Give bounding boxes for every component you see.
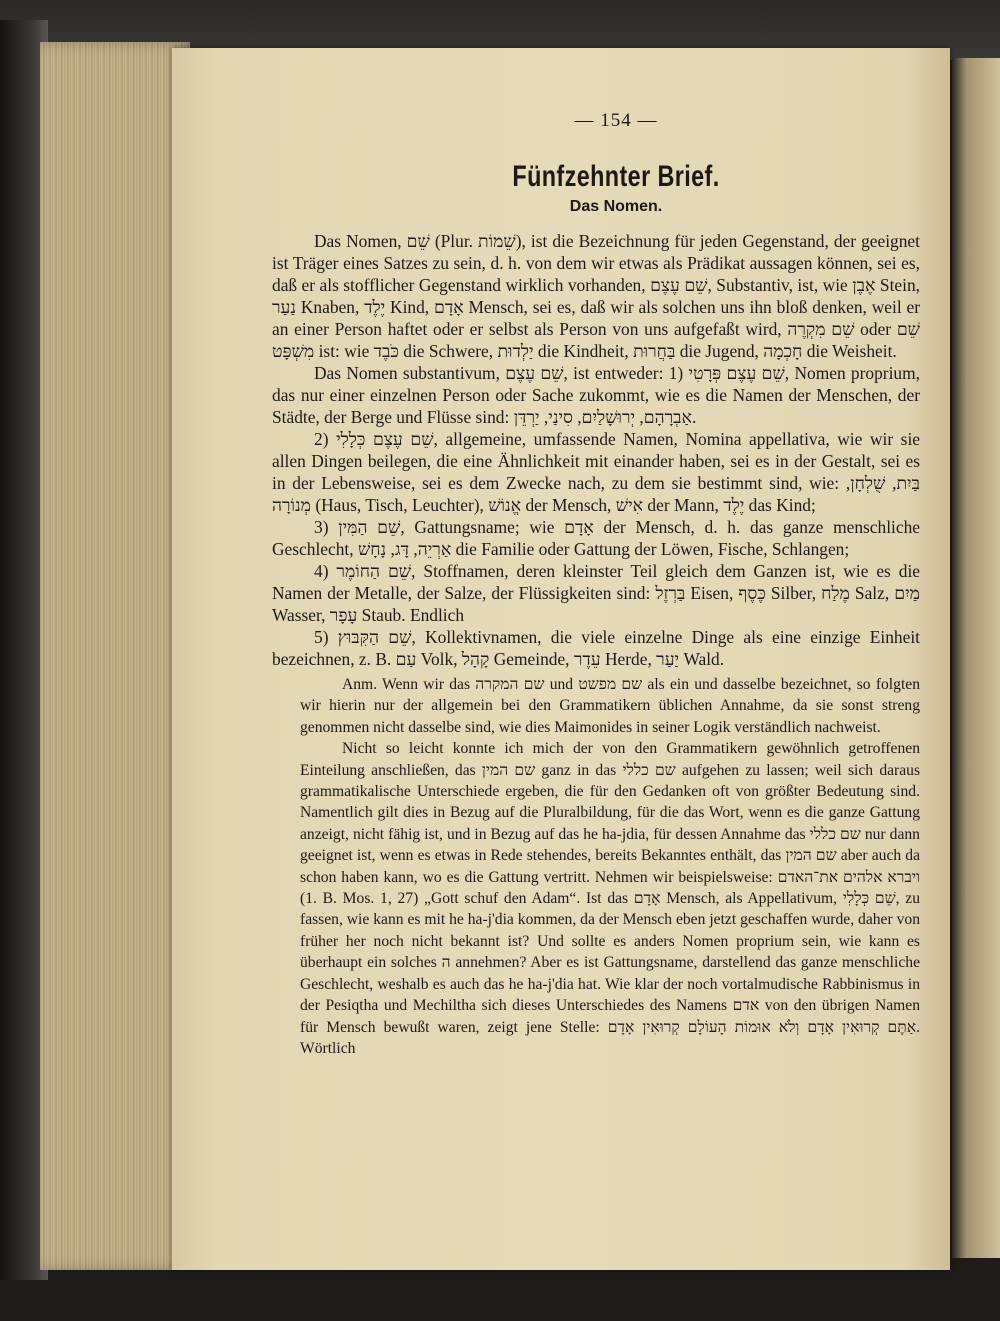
body-paragraph: 4) שֵׁם הַחוֹמֶר, Stoffnamen, deren kleinster Teil gleich dem Ganzen ist, wie es die Namen der Metalle, der Salze, der Flüssigkeiten sind: בַּרְזֶל Eisen, כֶּסֶף Silber, מֶלַח Salz, מַיִם Wasser, עָפָר Staub. Endlich [272, 561, 921, 625]
note-paragraph: Anm. Wenn wir das שם המקרה und שם מפשט als ein und dasselbe bezeichnet, so folgten wir hierin nur der allgemein bei den Grammatikern üblichen Annahme, da sie sonst streng genommen nicht dasselbe sind, wie dies Maimonides in seiner Logik verständlich nachweist. [300, 676, 920, 736]
section-title: Das Nomen. [569, 198, 663, 215]
page-number: — 154 — [574, 110, 658, 131]
facing-page-edge [952, 58, 1000, 1258]
letter-title: Fünfzehnter Brief. [512, 160, 720, 193]
body-paragraph: Das Nomen, שֵׁם (Plur. שֵׁמוֹת), ist die Bezeichnung für jeden Gegenstand, der geeignet ist Träger eines Satzes zu sein, d. h. von dem wir etwas als Prädikat aussagen können, sei es, daß er als stofflicher Gegenstand wirklich vorhanden, שֵׁם עֶצֶם, Substantiv, ist, wie אֶבֶן Stein, נַעַר Knaben, יֶלֶד Kind, אָדָם Mensch, sei es, daß wir als solchen uns ihn bloß denken, weil er an einer Person haftet oder er selbst als Person von uns aufgefaßt wird, שֵׁם מִקְרֶה oder שֵׁם מִשְׁפָּט ist: wie כֹּבֶד die Schwere, יַלְדוּת die Kindheit, בַּחֲרוּת die Jugend, חָכְמָה die Weisheit. [272, 231, 921, 361]
page-content [272, 110, 920, 1059]
body-paragraph: 5) שֵׁם הַקִּבּוּץ, Kollektivnamen, die viele einzelne Dinge als eine einzige Einheit bezeichnen, z. B. עַם Volk, קָהָל Gemeinde, עֵדֶר Herde, יַעַר Wald. [272, 627, 921, 669]
body-text [272, 230, 920, 670]
note-paragraph: Nicht so leicht konnte ich mich der von den Grammatikern gewöhnlich getroffenen Einteilung anschließen, das שם המין ganz in das שם כללי aufgehen zu lassen; weil sich daraus grammatikalische Unterschiede ergeben, die für den Gedanken oft von größter Bedeutung sind. Namentlich gilt dies in Bezug auf die Pluralbildung, für die das Wort, wenn es die ganze Gattung anzeigt, nicht fähig ist, und in Bezug auf das he ha-jdia, für dessen Annahme das שם כללי nur dann geeignet ist, wenn es etwas in Rede stehendes, bereits Bekanntes enthält, das שם המין aber auch da schon haben kann, wo es die Gattung vertritt. Nehmen wir beispielsweise: ויברא אלהים את־האדם (1. B. Mos. 1, 27) „Gott schuf den Adam“. Ist das אָדָם Mensch, als Appellativum, שֵׁם כְּלָלִי, zu fassen, wie kann es mit he ha-j'dia kommen, da der Mensch eben jetzt geschaffen wurde, daher von früher her noch nicht bekannt ist? Und sollte es anders Nomen proprium sein, wie kann es überhaupt ein solches ה annehmen? Aber es ist Gattungsname, darstellend das ganze menschliche Geschlecht, weshalb es auch das he ha-j'dia hat. Wie klar der noch vortalmudische Rabbinismus in der Pesiqtha und Mechiltha sich dieses Unterschiedes des Namens אדם von den übrigen Namen für Mensch bewußt waren, zeigt jene Stelle: אַתֶּם קְרוּאִין אָדָם וְלֹא אוּמוֹת הָעוֹלָם קְרוּאִין אָדָם. Wörtlich [300, 740, 921, 1057]
annotation-note [300, 674, 920, 1059]
body-paragraph: Das Nomen substantivum, שֵׁם עֶצֶם, ist entweder: 1) שֵׁם עֶצֶם פְּרָטִי, Nomen proprium, das nur einer einzelnen Person oder Sache zukommt, wie es die Namen der Menschen, der Städte, der Berge und Flüsse sind: אַבְרָהָם, יְרוּשָׁלַיִם, סִינַי, יַרְדֵּן. [272, 363, 920, 427]
body-paragraph: 2) שֵׁם עֶצֶם כְּלָלִי, allgemeine, umfassende Namen, Nomina appellativa, wie wir sie allen Dingen beilegen, die eine Ähnlichkeit mit einander haben, sei es in der Gestalt, sei es in der Lebensweise, sei es dem Zwecke nach, zu dem sie bestimmt sind, wie: בַּיִת, שֻׁלְחָן, מְנוֹרָה (Haus, Tisch, Leuchter), אֱנוֹשׁ der Mensch, אִישׁ der Mann, יֶלֶד das Kind; [272, 429, 920, 515]
page-edges [40, 42, 190, 1270]
body-paragraph: 3) שֵׁם הַמִּין, Gattungsname; wie אָדָם der Mensch, d. h. das ganze menschliche Geschlecht, אַרְיֵה, דָּג, נָחָשׁ die Familie oder Gattung der Löwen, Fische, Schlangen; [272, 517, 920, 559]
